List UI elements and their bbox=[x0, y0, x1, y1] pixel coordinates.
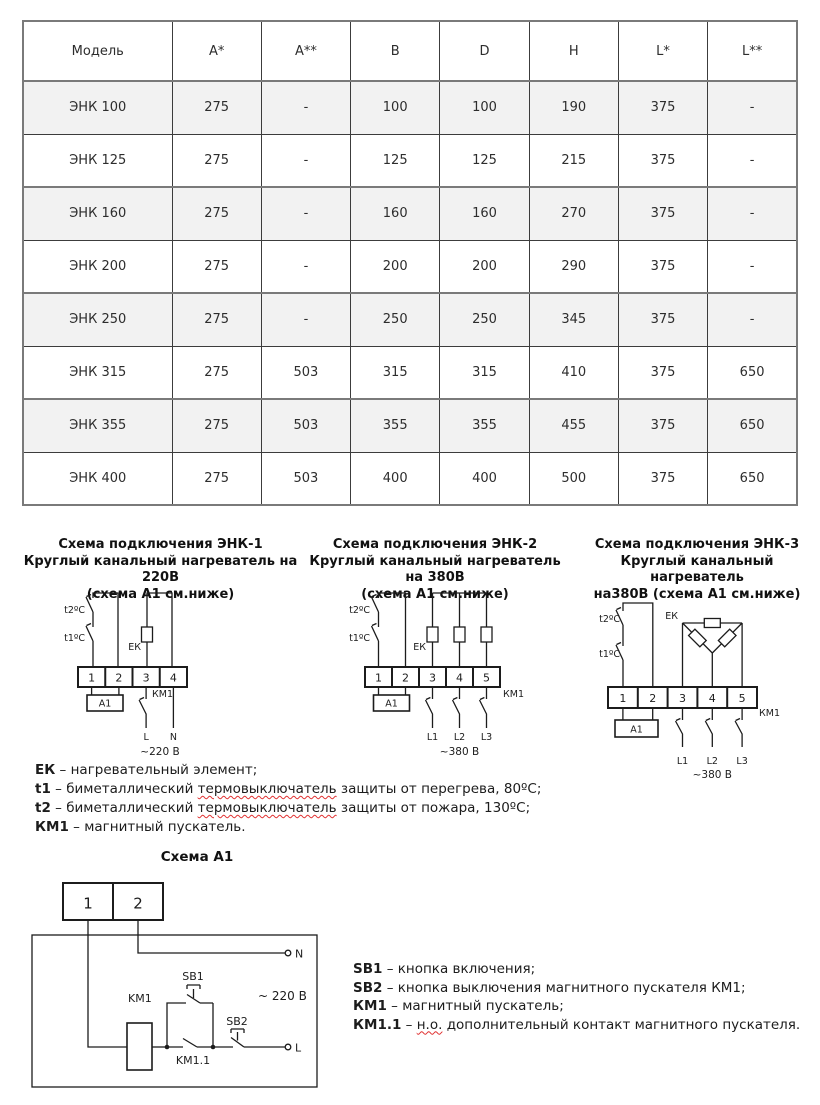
km1-coil bbox=[127, 992, 152, 1070]
sb2-label: SB2 bbox=[226, 1015, 248, 1028]
diagram2-title-line1: Схема подключения ЭНК-2 bbox=[332, 537, 538, 552]
value-cell: 290 bbox=[529, 240, 618, 293]
sb1-label: SB1 bbox=[182, 970, 204, 983]
value-cell: 355 bbox=[351, 399, 440, 452]
phase-l3-label: L3 bbox=[736, 756, 748, 767]
table-body bbox=[23, 81, 797, 505]
legend-text: – кнопка включения; bbox=[382, 961, 536, 977]
value-cell: 650 bbox=[708, 399, 797, 452]
n-label: N bbox=[295, 947, 304, 961]
heater-element bbox=[142, 593, 173, 667]
km1-label: КМ1 bbox=[503, 689, 524, 700]
n-terminal bbox=[285, 950, 291, 956]
components-legend bbox=[35, 761, 555, 837]
terminal-block bbox=[63, 883, 163, 920]
wire-terminal2-to-n bbox=[138, 920, 285, 953]
a1-label: А1 bbox=[98, 698, 112, 710]
legend-text: – нагревательный элемент; bbox=[55, 762, 258, 778]
terminal-2: 2 bbox=[402, 671, 409, 685]
phase-l3-label: L3 bbox=[480, 732, 493, 743]
value-cell: 650 bbox=[708, 346, 797, 399]
legend-text: – магнитный пускатель. bbox=[68, 819, 246, 835]
diagram1-title-line1: Схема подключения ЭНК-1 bbox=[58, 537, 263, 552]
terminal-1: 1 bbox=[88, 671, 96, 685]
sb2-contact bbox=[226, 1015, 248, 1047]
a1-module bbox=[374, 687, 410, 711]
terminal-2: 2 bbox=[649, 692, 657, 705]
diagram2-title-line2: Круглый канальный нагреватель на 380В bbox=[309, 553, 561, 585]
value-cell: 503 bbox=[261, 399, 350, 452]
legend-text: – bbox=[401, 1016, 417, 1033]
a1-module bbox=[615, 708, 658, 737]
legend-text: – биметаллический bbox=[50, 800, 198, 816]
terminal-5: 5 bbox=[738, 692, 746, 705]
legend-text: защиты от перегрева, 80ºС; bbox=[336, 781, 542, 797]
legend-term: t2 bbox=[35, 800, 51, 816]
value-cell: 375 bbox=[618, 452, 707, 505]
sb1-branch bbox=[167, 970, 213, 1047]
legend-item bbox=[353, 960, 813, 979]
phase-l1-label: L1 bbox=[676, 756, 689, 767]
value-cell: 160 bbox=[351, 187, 440, 240]
value-cell: 503 bbox=[261, 452, 350, 505]
model-cell: ЭНК 125 bbox=[23, 134, 172, 187]
value-cell: 375 bbox=[618, 134, 707, 187]
km1-label: КМ1 bbox=[759, 708, 780, 719]
value-cell: 275 bbox=[172, 81, 261, 134]
value-cell: 400 bbox=[440, 452, 529, 505]
value-cell: - bbox=[708, 293, 797, 346]
value-cell: 125 bbox=[440, 134, 529, 187]
value-cell: - bbox=[261, 134, 350, 187]
terminal-2: 2 bbox=[115, 671, 123, 685]
a1-module bbox=[87, 687, 123, 711]
value-cell: 200 bbox=[440, 240, 529, 293]
km1-contact bbox=[139, 687, 146, 728]
dimensions-table bbox=[22, 20, 798, 506]
voltage-label: ~ 220 В bbox=[258, 989, 307, 1003]
value-cell: 375 bbox=[618, 240, 707, 293]
value-cell: 375 bbox=[618, 81, 707, 134]
voltage-label: ~220 В bbox=[140, 746, 180, 758]
legend-term: ЕК bbox=[35, 762, 56, 778]
wiring-diagram-enk3 bbox=[575, 585, 820, 781]
value-cell: 100 bbox=[351, 81, 440, 134]
table-row bbox=[23, 134, 797, 187]
model-cell: ЭНК 160 bbox=[23, 187, 172, 240]
diagram3-title-line3: на380В (схема А1 см.ниже) bbox=[593, 586, 801, 602]
terminal-block bbox=[78, 667, 187, 687]
phase-l-label: L bbox=[143, 732, 149, 743]
header-row bbox=[23, 21, 797, 81]
km11-label: KM1.1 bbox=[175, 1054, 211, 1067]
scheme-a1-diagram bbox=[25, 880, 325, 1095]
t1-label: t1ºC bbox=[64, 633, 85, 644]
value-cell: 355 bbox=[440, 399, 529, 452]
column-header: A* bbox=[172, 21, 261, 81]
legend-text: – кнопка выключения магнитного пускателя КМ1; bbox=[382, 979, 746, 996]
table-row bbox=[23, 399, 797, 452]
terminal-4: 4 bbox=[456, 671, 463, 685]
value-cell: 250 bbox=[440, 293, 529, 346]
diagram3-title-line2: Круглый канальный нагреватель bbox=[620, 553, 774, 585]
terminal-5: 5 bbox=[483, 671, 490, 685]
value-cell: - bbox=[708, 81, 797, 134]
terminal-2: 2 bbox=[133, 894, 143, 913]
value-cell: - bbox=[261, 81, 350, 134]
terminal-1: 1 bbox=[375, 671, 382, 685]
column-header: H bbox=[529, 21, 618, 81]
voltage-label: ~380 В bbox=[692, 769, 732, 781]
value-cell: 315 bbox=[351, 346, 440, 399]
thermal-switches bbox=[86, 593, 118, 667]
value-cell: 275 bbox=[172, 187, 261, 240]
legend-item bbox=[35, 799, 555, 818]
value-cell: 250 bbox=[351, 293, 440, 346]
diagram3-title-line1: Схема подключения ЭНК-3 bbox=[594, 537, 800, 552]
km1-contacts bbox=[676, 708, 743, 747]
terminal-block bbox=[608, 687, 757, 708]
value-cell: - bbox=[261, 293, 350, 346]
value-cell: 500 bbox=[529, 452, 618, 505]
voltage-label: ~380 В bbox=[439, 746, 480, 758]
legend-term: КМ1.1 bbox=[353, 1016, 402, 1033]
value-cell: 275 bbox=[172, 240, 261, 293]
value-cell: 315 bbox=[440, 346, 529, 399]
t2-label: t2ºC bbox=[64, 605, 85, 616]
value-cell: 275 bbox=[172, 452, 261, 505]
model-cell: ЭНК 315 bbox=[23, 346, 172, 399]
column-header: Модель bbox=[23, 21, 172, 81]
table-row bbox=[23, 81, 797, 134]
column-header: L* bbox=[618, 21, 707, 81]
value-cell: 125 bbox=[351, 134, 440, 187]
enclosure-box bbox=[32, 935, 317, 1087]
value-cell: - bbox=[708, 134, 797, 187]
t1-label: t1ºC bbox=[349, 633, 370, 644]
ek-label: ЕК bbox=[128, 642, 141, 653]
column-header: A** bbox=[261, 21, 350, 81]
column-header: D bbox=[440, 21, 529, 81]
legend-term: t1 bbox=[35, 781, 51, 797]
phase-l2-label: L2 bbox=[453, 732, 466, 743]
diagram1-title-line2: Круглый канальный нагреватель на 220В bbox=[23, 553, 298, 585]
value-cell: 200 bbox=[351, 240, 440, 293]
legend-text: защиты от пожара, 130ºС; bbox=[336, 800, 531, 816]
t2-label: t2ºC bbox=[349, 605, 370, 616]
table-row bbox=[23, 293, 797, 346]
legend-item bbox=[353, 997, 813, 1016]
thermal-switches bbox=[372, 593, 406, 667]
table-row bbox=[23, 240, 797, 293]
column-header: L** bbox=[708, 21, 797, 81]
value-cell: - bbox=[261, 240, 350, 293]
legend-text-spellchecked: термовыключатель bbox=[197, 800, 337, 816]
thermal-switches bbox=[616, 603, 653, 687]
value-cell: 455 bbox=[529, 399, 618, 452]
terminal-1: 1 bbox=[83, 894, 93, 913]
model-cell: ЭНК 200 bbox=[23, 240, 172, 293]
terminal-1: 1 bbox=[619, 692, 627, 705]
terminal-4: 4 bbox=[169, 671, 177, 685]
table-header bbox=[23, 21, 797, 81]
value-cell: 275 bbox=[172, 399, 261, 452]
legend-term: SB2 bbox=[353, 979, 383, 996]
value-cell: 375 bbox=[618, 346, 707, 399]
terminal-4: 4 bbox=[708, 692, 716, 705]
legend-item bbox=[35, 780, 555, 799]
value-cell: 275 bbox=[172, 134, 261, 187]
ek-label: ЕК bbox=[665, 611, 678, 622]
wiring-diagram-enk2 bbox=[300, 588, 560, 766]
km1-label: КМ1 bbox=[152, 689, 173, 700]
terminal-3: 3 bbox=[429, 671, 436, 685]
km1-label: KM1 bbox=[128, 992, 152, 1005]
phase-l2-label: L2 bbox=[706, 756, 718, 767]
value-cell: 375 bbox=[618, 399, 707, 452]
terminal-block bbox=[365, 667, 500, 687]
model-cell: ЭНК 400 bbox=[23, 452, 172, 505]
l-terminal bbox=[285, 1044, 291, 1050]
scheme-a1-title: Схема А1 bbox=[160, 849, 234, 865]
wiring-diagram-enk1 bbox=[15, 588, 255, 766]
terminal-3: 3 bbox=[679, 692, 686, 705]
value-cell: 345 bbox=[529, 293, 618, 346]
table-row bbox=[23, 346, 797, 399]
a1-label: А1 bbox=[630, 724, 643, 736]
value-cell: 503 bbox=[261, 346, 350, 399]
value-cell: 375 bbox=[618, 187, 707, 240]
value-cell: 160 bbox=[440, 187, 529, 240]
phase-l1-label: L1 bbox=[426, 732, 439, 743]
legend-item bbox=[35, 818, 555, 837]
table-row bbox=[23, 187, 797, 240]
legend-text: дополнительный контакт магнитного пускателя. bbox=[442, 1016, 801, 1033]
terminal-3: 3 bbox=[142, 671, 150, 685]
heater-elements bbox=[427, 593, 492, 667]
wire-terminal1 bbox=[88, 920, 127, 1047]
scheme-a1-legend bbox=[353, 960, 813, 1034]
legend-text-spellchecked: н.о. bbox=[416, 1016, 443, 1033]
value-cell: 410 bbox=[529, 346, 618, 399]
t2-label: t2ºC bbox=[599, 614, 620, 625]
km11-contact bbox=[167, 1039, 210, 1068]
legend-text: – магнитный пускатель; bbox=[386, 998, 564, 1014]
table-row bbox=[23, 452, 797, 505]
value-cell: 190 bbox=[529, 81, 618, 134]
legend-text-spellchecked: термовыключатель bbox=[197, 781, 337, 797]
value-cell: 400 bbox=[351, 452, 440, 505]
model-cell: ЭНК 250 bbox=[23, 293, 172, 346]
km1-contacts bbox=[426, 687, 487, 728]
value-cell: 270 bbox=[529, 187, 618, 240]
value-cell: 100 bbox=[440, 81, 529, 134]
value-cell: 375 bbox=[618, 293, 707, 346]
value-cell: 275 bbox=[172, 293, 261, 346]
t1-label: t1ºC bbox=[599, 649, 620, 660]
phase-n-label: N bbox=[169, 732, 177, 743]
value-cell: 650 bbox=[708, 452, 797, 505]
l-label: L bbox=[295, 1041, 302, 1055]
value-cell: 215 bbox=[529, 134, 618, 187]
legend-item bbox=[353, 1016, 813, 1035]
legend-term: SB1 bbox=[353, 961, 383, 977]
legend-term: КМ1 bbox=[35, 819, 69, 835]
model-cell: ЭНК 355 bbox=[23, 399, 172, 452]
legend-item bbox=[35, 761, 555, 780]
model-cell: ЭНК 100 bbox=[23, 81, 172, 134]
value-cell: - bbox=[261, 187, 350, 240]
column-header: B bbox=[351, 21, 440, 81]
value-cell: 275 bbox=[172, 346, 261, 399]
ek-label: ЕК bbox=[413, 642, 426, 653]
legend-item bbox=[353, 979, 813, 998]
a1-label: А1 bbox=[385, 698, 398, 710]
diagram1-title-line3: (схема А1 см.ниже) bbox=[86, 586, 235, 602]
heater-elements-delta bbox=[683, 619, 743, 688]
diagram2-title-line3: (схема А1 см.ниже) bbox=[361, 586, 509, 602]
value-cell: - bbox=[708, 240, 797, 293]
legend-term: КМ1 bbox=[353, 998, 387, 1014]
legend-text: – биметаллический bbox=[50, 781, 198, 797]
value-cell: - bbox=[708, 187, 797, 240]
